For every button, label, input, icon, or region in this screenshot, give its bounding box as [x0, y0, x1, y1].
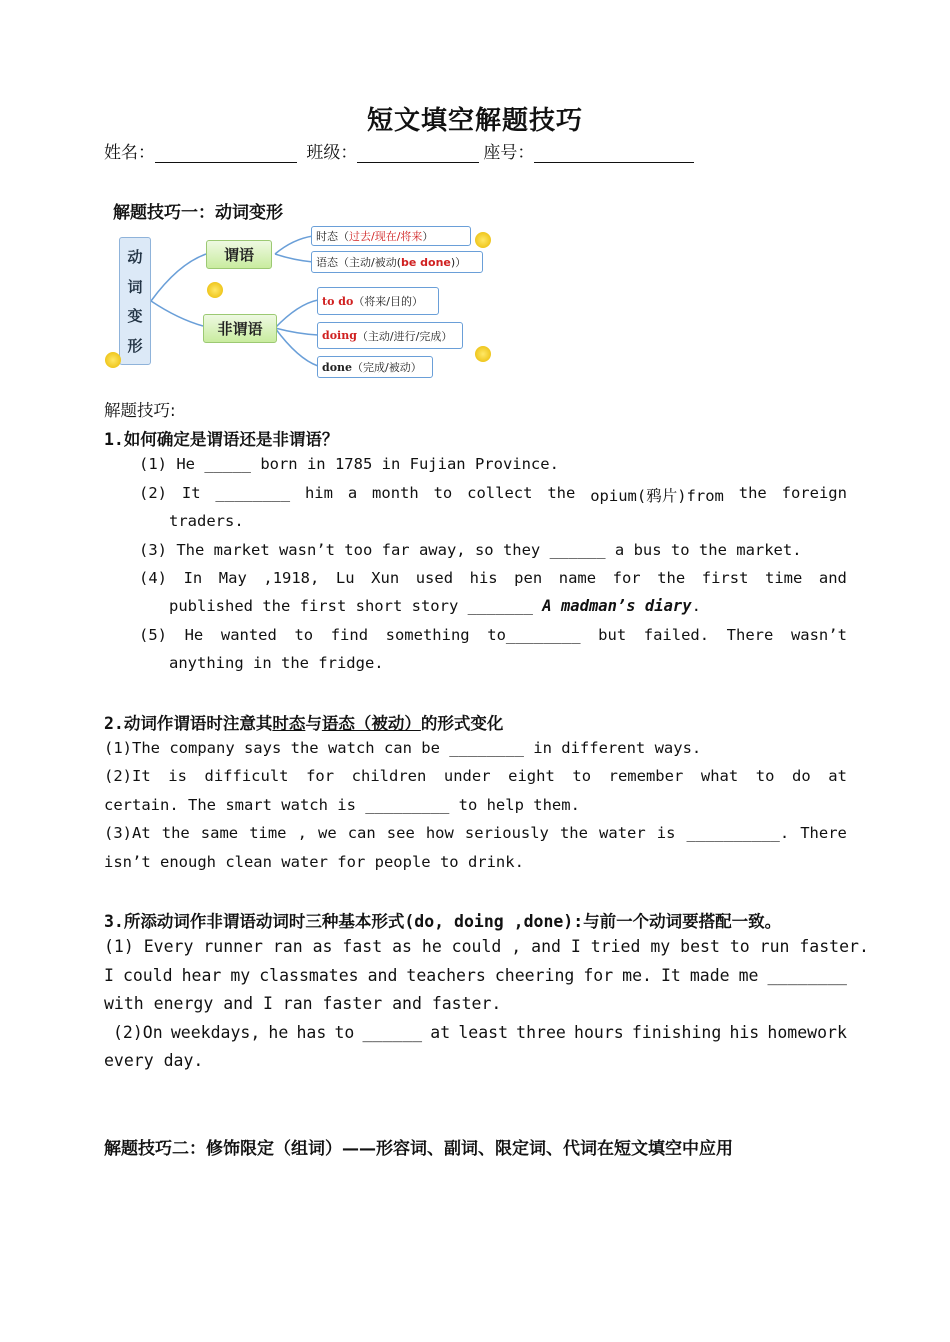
word: under — [443, 767, 491, 785]
word: for — [583, 966, 614, 985]
q3-item-2 — [113, 1023, 847, 1042]
word: he — [268, 1023, 289, 1042]
q2-title: 2.动词作谓语时注意其时态与语态（被动）的形式变化 — [104, 714, 504, 733]
word: time — [249, 824, 287, 842]
q1-item-1: (1) He _____ born in 1785 in Fujian Province. — [139, 455, 559, 473]
word: time — [764, 569, 803, 587]
class-blank[interactable] — [357, 144, 479, 163]
word: to — [755, 767, 775, 785]
word: wanted — [220, 626, 277, 644]
word: (2)On — [113, 1023, 163, 1042]
word: we — [317, 824, 337, 842]
q2-item-2-cont: certain. The smart watch is _________ to help them. — [104, 796, 580, 814]
word: my — [230, 966, 251, 985]
word: the — [738, 484, 767, 502]
word: difficult — [204, 767, 289, 785]
word: (3)At — [104, 824, 151, 842]
word: first — [701, 569, 749, 587]
word: homework — [767, 1023, 847, 1042]
word: to — [334, 1023, 355, 1042]
story-title: A madman’s diary — [542, 597, 692, 615]
word: , — [297, 824, 307, 842]
word: ______ — [362, 1023, 423, 1042]
word: May — [218, 569, 247, 587]
word: hours — [574, 1023, 624, 1042]
word: ________ — [215, 484, 291, 502]
word: how — [425, 824, 454, 842]
section1-heading: 解题技巧一：动词变形 — [113, 203, 283, 223]
q2-item-3 — [104, 824, 847, 842]
word: same — [200, 824, 239, 842]
word: In — [183, 569, 203, 587]
word: to — [572, 767, 592, 785]
q3-title: 3.所添动词作非谓语动词时三种基本形式(do, doing ,done):与前一个动词要搭配一致。 — [104, 912, 782, 931]
word: three — [516, 1023, 566, 1042]
word: name — [558, 569, 597, 587]
word: what — [700, 767, 739, 785]
q1-item-3: (3) The market wasn’t too far away, so they ______ a bus to the market. — [139, 541, 802, 559]
page-title: 短文填空解题技巧 — [366, 106, 583, 136]
mascot-icon — [475, 346, 491, 362]
q3-item-1: (1) Every runner ran as fast as he could , and I tried my best to run faster. — [104, 937, 869, 956]
word: me — [738, 966, 759, 985]
q2-item-1: (1)The company says the watch can be ________ in different ways. — [104, 739, 702, 757]
q1-item-4 — [139, 569, 847, 587]
root-char: 变 — [127, 307, 143, 326]
word: the — [657, 569, 686, 587]
word: opium(鸦片)from — [590, 487, 724, 505]
word: is — [656, 824, 676, 842]
word: collect — [467, 484, 533, 502]
tips-label: 解题技巧: — [104, 401, 176, 420]
word: at — [430, 1023, 451, 1042]
mascot-icon — [475, 232, 491, 248]
word: (2)It — [104, 767, 151, 785]
word: see — [386, 824, 415, 842]
word: him — [304, 484, 333, 502]
word: eight — [508, 767, 555, 785]
seat-blank[interactable] — [534, 144, 694, 163]
q3-item-2-cont: every day. — [104, 1051, 204, 1070]
word: but — [598, 626, 627, 644]
done-box: done （完成/被动） — [317, 356, 433, 378]
q1-title: 1.如何确定是谓语还是非谓语？ — [104, 430, 339, 449]
student-info-row — [104, 138, 698, 163]
word: teachers — [406, 966, 486, 985]
root-char: 形 — [127, 336, 143, 355]
word: for — [612, 569, 641, 587]
word: __________. — [686, 824, 790, 842]
q1-item-5-cont: anything in the fridge. — [169, 654, 384, 672]
word: remember — [608, 767, 684, 785]
word: I — [104, 966, 114, 985]
word: has — [296, 1023, 327, 1042]
q2-item-2 — [104, 767, 847, 785]
q3-item-1-line3: with energy and I ran faster and faster. — [104, 994, 502, 1013]
word: is — [168, 767, 187, 785]
word: and — [818, 569, 847, 587]
word: something — [385, 626, 470, 644]
word: Xun — [371, 569, 400, 587]
word: made — [689, 966, 730, 985]
word: to — [294, 626, 314, 644]
word: There — [726, 626, 774, 644]
word: seriously — [464, 824, 549, 842]
word: weekdays, — [170, 1023, 261, 1042]
word: There — [800, 824, 847, 842]
word: classmates — [259, 966, 359, 985]
word: water — [599, 824, 646, 842]
section2-heading: 解题技巧二：修饰限定（组词）——形容词、副词、限定词、代词在短文填空中应用 — [104, 1139, 733, 1159]
word: for — [306, 767, 335, 785]
word: me. — [622, 966, 652, 985]
word: do — [792, 767, 811, 785]
word: He — [184, 626, 204, 644]
word: (4) — [139, 569, 167, 587]
verb-form-diagram — [103, 224, 498, 379]
word: (5) — [139, 626, 167, 644]
word: cheering — [494, 966, 575, 985]
word: to — [433, 484, 453, 502]
word: failed. — [643, 626, 710, 644]
word: the — [161, 824, 190, 842]
word: foreign — [781, 484, 847, 502]
mascot-icon — [207, 282, 223, 298]
word: could — [122, 966, 173, 985]
class-label: 班级： — [306, 143, 358, 163]
word: children — [351, 767, 427, 785]
word: and — [367, 966, 398, 985]
nonpredicate-box: 非谓语 — [203, 314, 277, 343]
word: the — [559, 824, 588, 842]
doing-box: doing （主动/进行/完成） — [317, 322, 463, 349]
word: used — [415, 569, 454, 587]
name-blank[interactable] — [155, 144, 297, 163]
root-char: 动 — [127, 248, 143, 267]
tense-box: 时态（ 过去/现在/将来 ） — [311, 226, 471, 246]
word: wasn’t — [790, 626, 847, 644]
word: ________ — [767, 966, 847, 985]
word: find — [330, 626, 369, 644]
word: pen — [514, 569, 543, 587]
word: the — [547, 484, 576, 502]
q1-item-5 — [139, 626, 847, 644]
mascot-icon — [105, 352, 121, 368]
word: month — [372, 484, 419, 502]
word: can — [347, 824, 376, 842]
word: ,1918, — [263, 569, 320, 587]
q1-item-4-cont: published the first short story _______ A madman’s diary. — [169, 597, 701, 615]
todo-box: to do （将来/目的） — [317, 287, 439, 315]
word: least — [458, 1023, 508, 1042]
name-label: 姓名： — [104, 143, 155, 163]
word: at — [828, 767, 847, 785]
predicate-box: 谓语 — [206, 240, 272, 269]
word: hear — [181, 966, 222, 985]
q1-item-2 — [139, 484, 847, 506]
root-char: 词 — [127, 277, 143, 296]
word: his — [469, 569, 498, 587]
word: It — [181, 484, 201, 502]
word: Lu — [335, 569, 355, 587]
seat-label: 座号： — [483, 143, 535, 163]
word: (2) — [139, 484, 167, 502]
word: It — [660, 966, 681, 985]
diagram-root-box — [119, 237, 151, 365]
word: a — [347, 484, 358, 502]
word: finishing — [631, 1023, 722, 1042]
q1-item-2-cont: traders. — [169, 512, 244, 530]
q2-item-3-cont: isn’t enough clean water for people to drink. — [104, 853, 524, 871]
q3-item-1-line2 — [104, 966, 847, 985]
word: to________ — [487, 626, 581, 644]
voice-box: 语态（主动/被动( be done )） — [311, 251, 483, 273]
word: his — [729, 1023, 760, 1042]
